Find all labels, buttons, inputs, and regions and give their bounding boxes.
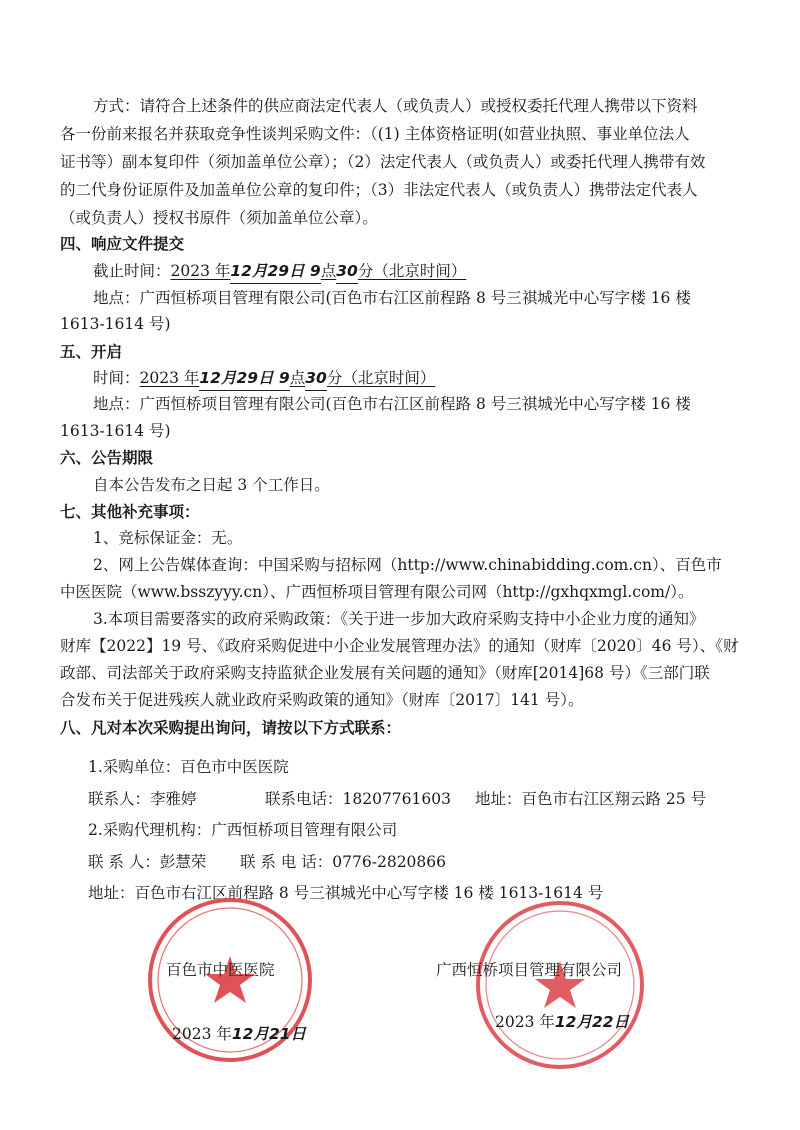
section7-heading: 七、其他补充事项：: [60, 503, 200, 521]
time-label: 时间：: [93, 369, 140, 387]
agency-seal: [468, 893, 653, 1078]
buyer-contact: 联系人：李雅婷: [88, 790, 197, 808]
section7-item1: 1、竞标保证金：无。: [93, 529, 243, 547]
left-date-hand: 12月21日: [231, 1025, 307, 1043]
deadline-min: 30: [336, 259, 358, 284]
buyer-address: 地址：百色市右江区翔云路 25 号: [475, 790, 707, 808]
method-line-3: 证书等）副本复印件（须加盖单位公章）；（2）法定代表人（或负责人）或委托代理人携带有效: [60, 153, 706, 171]
buyer-label: 1.采购单位：百色市中医医院: [88, 758, 289, 776]
section7-item2-line2: 中医医院（www.bsszyyy.cn）、广西恒桥项目管理有限公司网（http://gxhqxmgl.com/）。: [60, 583, 694, 601]
section7-item3-line1: 3.本项目需要落实的政府采购政策：《关于进一步加大政府采购支持中小企业力度的通知》: [93, 610, 705, 628]
section7-item3-line3: 政部、司法部关于政府采购支持监狱企业发展有关问题的通知》（财库[2014]68 号）《三部门联: [60, 664, 710, 682]
section4-deadline: [93, 259, 466, 283]
section4-location-1: 地点：广西恒桥项目管理有限公司(百色市右江区前程路 8 号三祺城光中心写字楼 16 楼: [93, 289, 691, 307]
section8-heading: 八、凡对本次采购提出询问，请按以下方式联系：: [60, 719, 402, 737]
right-signature-org: 广西恒桥项目管理有限公司: [436, 961, 623, 979]
method-line-2: 各一份前来报名并获取竞争性谈判采购文件：（(1) 主体资格证明(如营业执照、事业单位法人: [60, 125, 690, 143]
deadline-rest: 点: [320, 262, 337, 280]
section6-heading: 六、公告期限: [60, 449, 154, 467]
section7-item3-line4: 合发布关于促进残疾人就业政府采购政策的通知》（财库〔2017〕141 号）。: [60, 691, 584, 709]
time-min: 30: [305, 366, 327, 391]
time-value: [140, 369, 436, 387]
method-line-4: 的二代身份证原件及加盖单位公章的复印件；（3）非法定代表人（或负责人）携带法定代表人: [60, 181, 698, 199]
time-hand: 12月29日 9: [199, 366, 289, 391]
section7-item2-line1: 2、网上公告媒体查询：中国采购与招标网（http://www.chinabidding.com.cn）、百色市: [93, 556, 722, 574]
right-date-printed: 2023 年: [495, 1013, 555, 1031]
buyer-phone: 联系电话：18207761603: [265, 790, 451, 808]
method-line-1: 方式：请符合上述条件的供应商法定代表人（或负责人）或授权委托代理人携带以下资料: [93, 97, 698, 115]
section4-location-2: 1613-1614 号): [60, 315, 171, 333]
section6-text: 自本公告发布之日起 3 个工作日。: [93, 476, 330, 494]
right-signature-date: [495, 1010, 629, 1032]
right-date-hand: 12月22日: [554, 1013, 630, 1031]
deadline-tail: 分（北京时间）: [357, 262, 467, 280]
agent-label: 2.采购代理机构：广西恒桥项目管理有限公司: [88, 821, 398, 839]
time-rest: 点: [289, 369, 306, 387]
section5-heading: 五、开启: [60, 343, 123, 361]
time-year: 2023 年: [139, 369, 200, 387]
agent-address: 地址：百色市右江区前程路 8 号三祺城光中心写字楼 16 楼 1613-1614 号: [88, 884, 604, 902]
deadline-hand: 12月29日 9: [230, 259, 320, 284]
time-tail: 分（北京时间）: [326, 369, 436, 387]
left-date-printed: 2023 年: [172, 1025, 232, 1043]
deadline-label: 截止时间：: [93, 262, 171, 280]
section5-location-1: 地点：广西恒桥项目管理有限公司(百色市右江区前程路 8 号三祺城光中心写字楼 16 楼: [93, 395, 691, 413]
deadline-value: [171, 262, 467, 280]
section5-time: [93, 366, 435, 390]
method-line-5: （或负责人）授权书原件（须加盖单位公章）。: [60, 209, 378, 227]
left-signature-date: [172, 1022, 306, 1044]
agent-phone: 联 系 电 话：0776-2820866: [240, 853, 446, 871]
agent-contact: 联 系 人：彭慧荣: [88, 853, 207, 871]
section5-location-2: 1613-1614 号): [60, 422, 171, 440]
section4-heading: 四、响应文件提交: [60, 235, 185, 253]
section7-item3-line2: 财库【2022】19 号、《政府采购促进中小企业发展管理办法》的通知（财库〔2020〕46 号）、《财: [60, 637, 739, 655]
left-signature-org: 百色市中医医院: [166, 961, 275, 979]
deadline-year: 2023 年: [170, 262, 231, 280]
